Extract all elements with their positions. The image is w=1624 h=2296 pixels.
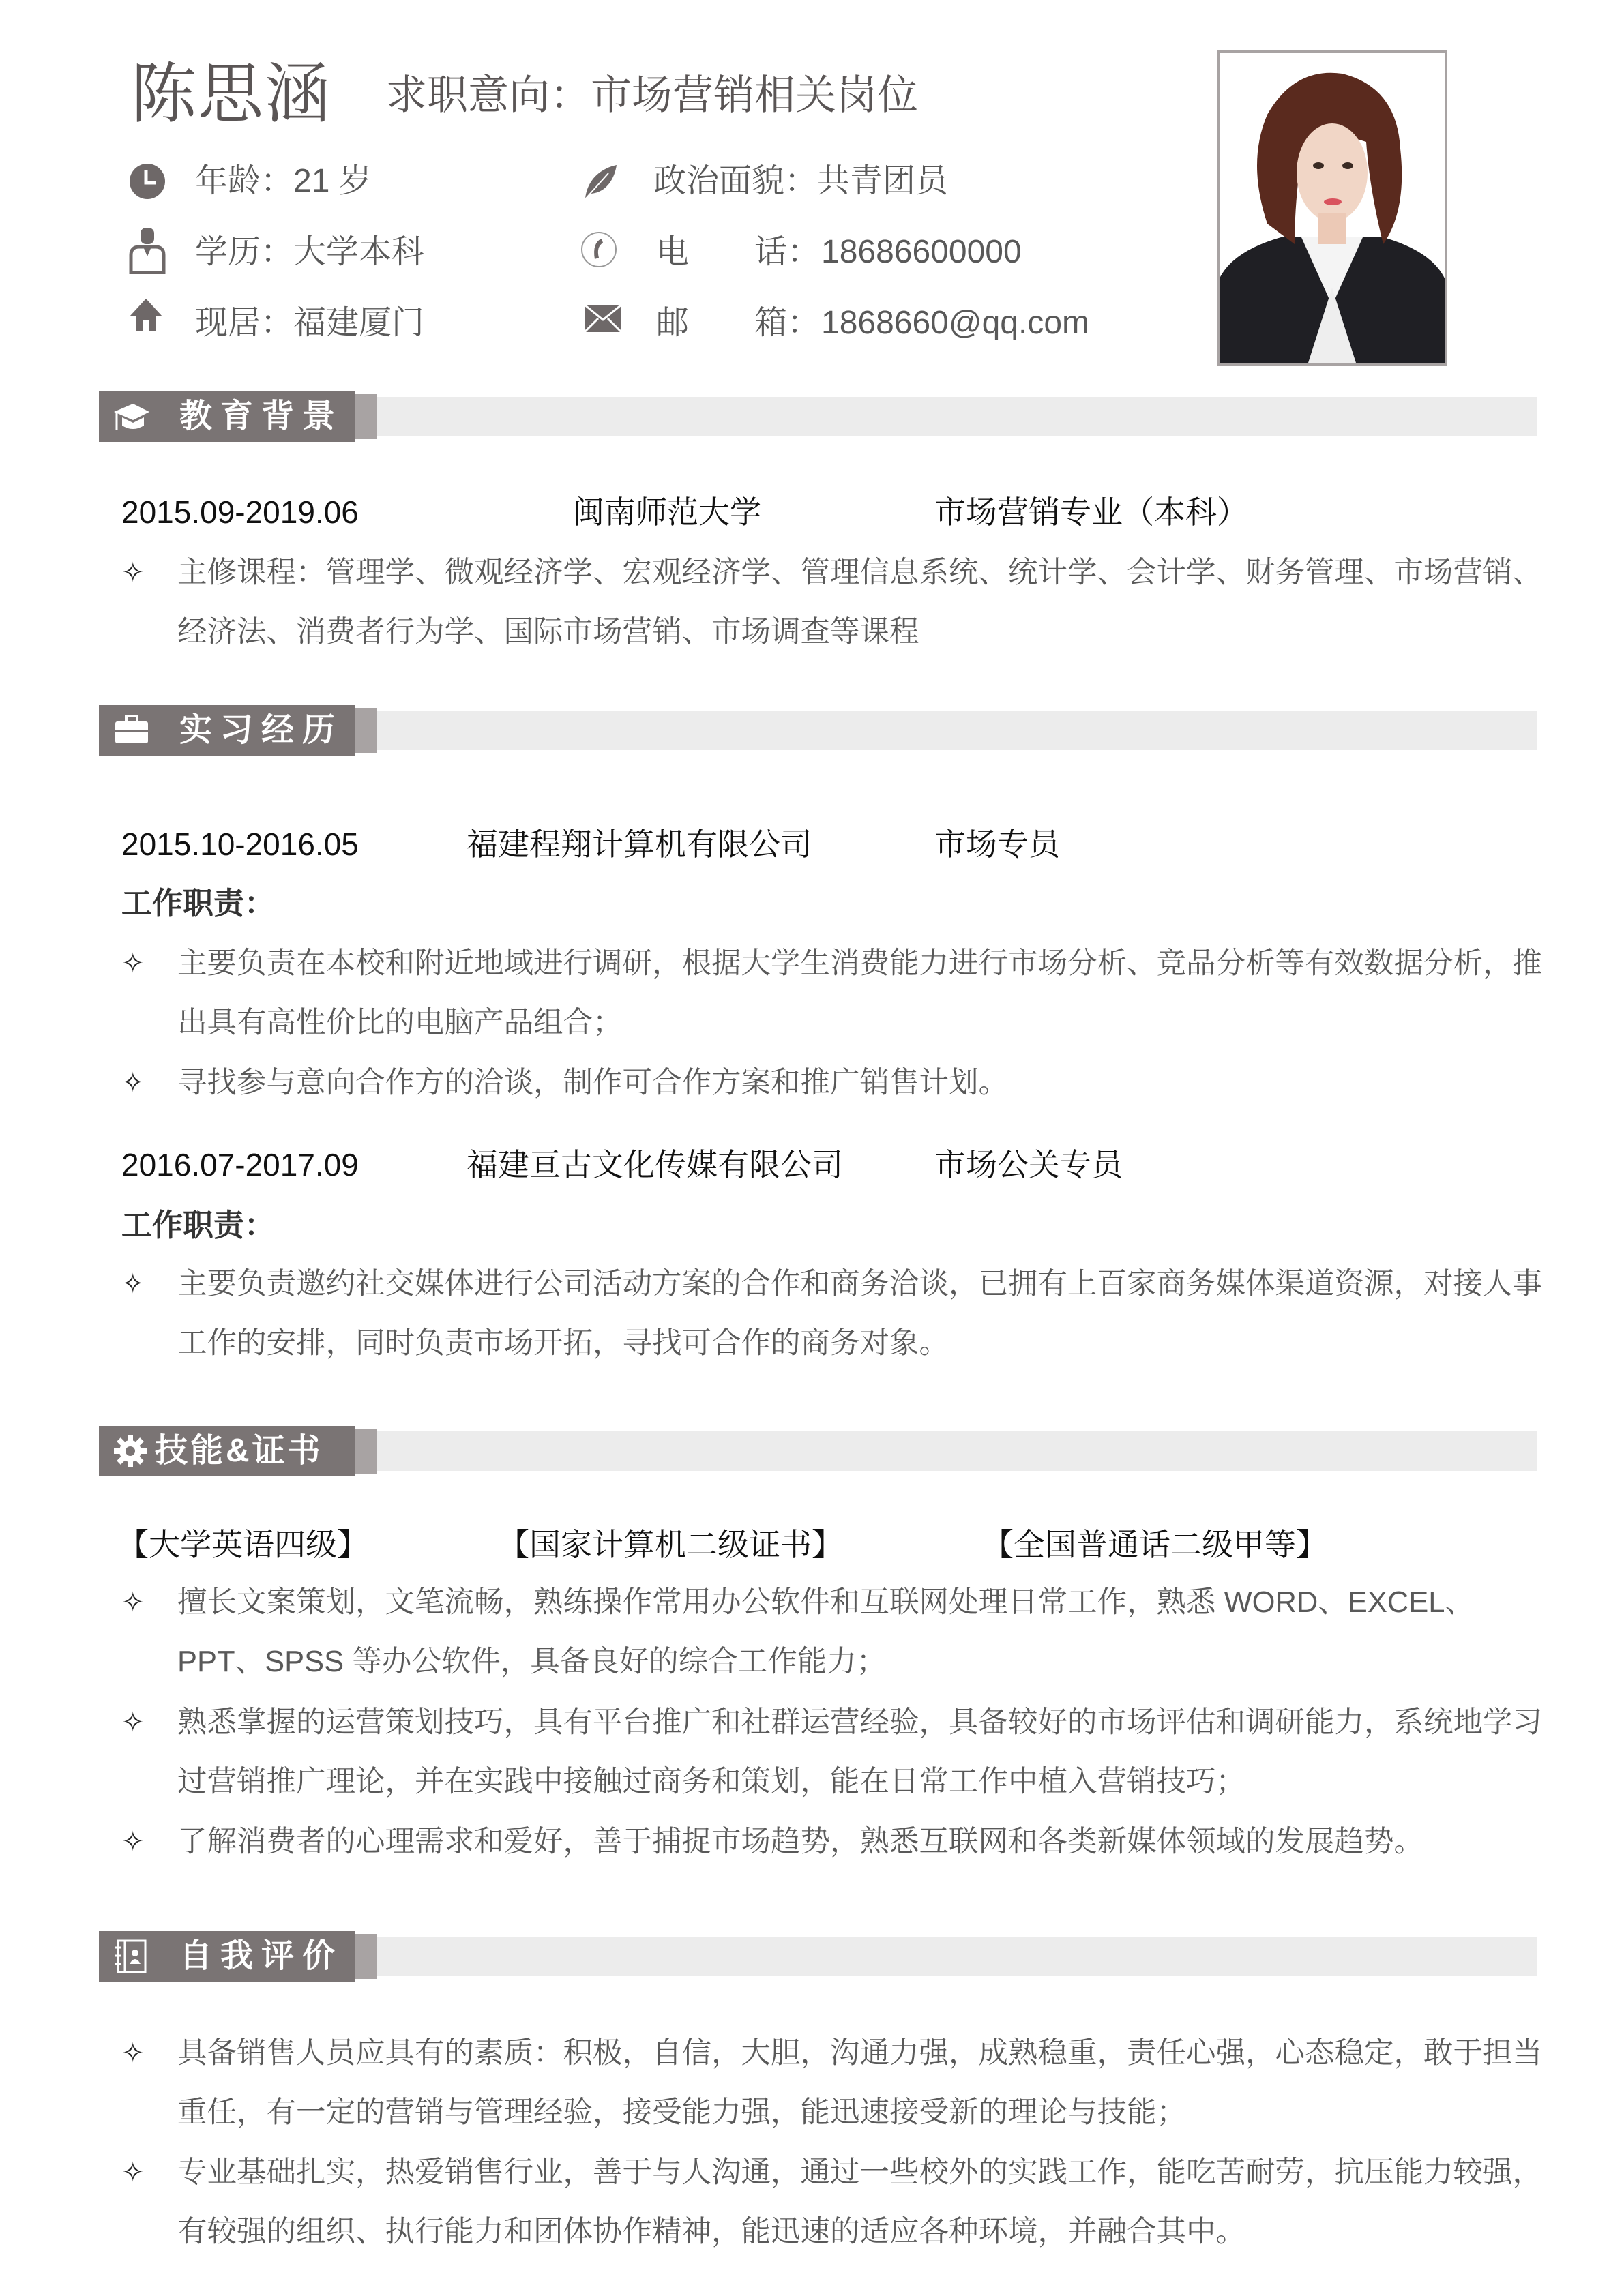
phone-label: 电 — [656, 234, 690, 270]
section-title: 教育背景 — [179, 398, 344, 434]
email-address[interactable]: 1868660@qq.com — [821, 305, 1089, 341]
person-icon — [128, 226, 166, 274]
section-title: 技能&证书 — [155, 1433, 323, 1469]
bullet-star-icon: ✧ — [121, 558, 145, 588]
certificate: 【全国普通话二级甲等】 — [982, 1527, 1327, 1562]
clock-icon — [128, 162, 166, 200]
job-company: 福建亘古文化传媒有限公司 — [467, 1147, 843, 1182]
bullet-star-icon: ✧ — [121, 1587, 145, 1617]
home-icon — [127, 296, 165, 334]
email-label-suffix: 箱： — [754, 305, 821, 341]
phone-label-suffix: 话： — [754, 234, 821, 270]
leaf-icon — [581, 162, 619, 200]
certificate: 【国家计算机二级证书】 — [498, 1527, 843, 1562]
job-period: 2016.07-2017.09 — [121, 1147, 359, 1182]
bullet-star-icon: ✧ — [121, 1708, 145, 1738]
bullet-star-icon: ✧ — [121, 2038, 145, 2068]
duty-label: 工作职责： — [121, 886, 276, 921]
education-level: 学历：大学本科 — [195, 234, 425, 270]
profile-photo — [1217, 50, 1447, 366]
bullet-star-icon: ✧ — [121, 1269, 145, 1299]
email-label: 邮 — [656, 305, 690, 341]
address-book-icon — [111, 1938, 152, 1975]
residence: 现居：福建厦门 — [195, 305, 425, 341]
job-title: 市场公关专员 — [934, 1147, 1123, 1182]
age: 年龄：21 岁 — [195, 163, 372, 199]
education-period: 2015.09-2019.06 — [121, 494, 359, 530]
bullet-star-icon: ✧ — [121, 1827, 145, 1857]
job-intent: 求职意向：市场营销相关岗位 — [386, 72, 918, 118]
briefcase-icon — [111, 712, 152, 749]
certificate: 【大学英语四级】 — [117, 1527, 368, 1562]
political-status: 政治面貌：共青团员 — [653, 163, 949, 199]
section-title: 实习经历 — [179, 712, 344, 748]
job-period: 2015.10-2016.05 — [121, 826, 359, 862]
phone-icon — [580, 230, 618, 269]
education-school: 闽南师范大学 — [573, 494, 761, 530]
duty-label: 工作职责： — [121, 1208, 276, 1242]
candidate-name: 陈思涵 — [131, 58, 331, 131]
job-company: 福建程翔计算机有限公司 — [467, 826, 812, 862]
envelope-icon — [584, 304, 622, 333]
phone-number: 18686600000 — [821, 234, 1022, 270]
bullet-star-icon: ✧ — [121, 2158, 145, 2188]
education-major: 市场营销专业（本科） — [934, 494, 1248, 530]
gear-icon — [111, 1433, 152, 1470]
bullet-star-icon: ✧ — [121, 949, 145, 979]
graduation-cap-icon — [111, 398, 152, 435]
section-title: 自我评价 — [179, 1938, 344, 1974]
job-title: 市场专员 — [934, 826, 1060, 862]
bullet-star-icon: ✧ — [121, 1068, 145, 1098]
